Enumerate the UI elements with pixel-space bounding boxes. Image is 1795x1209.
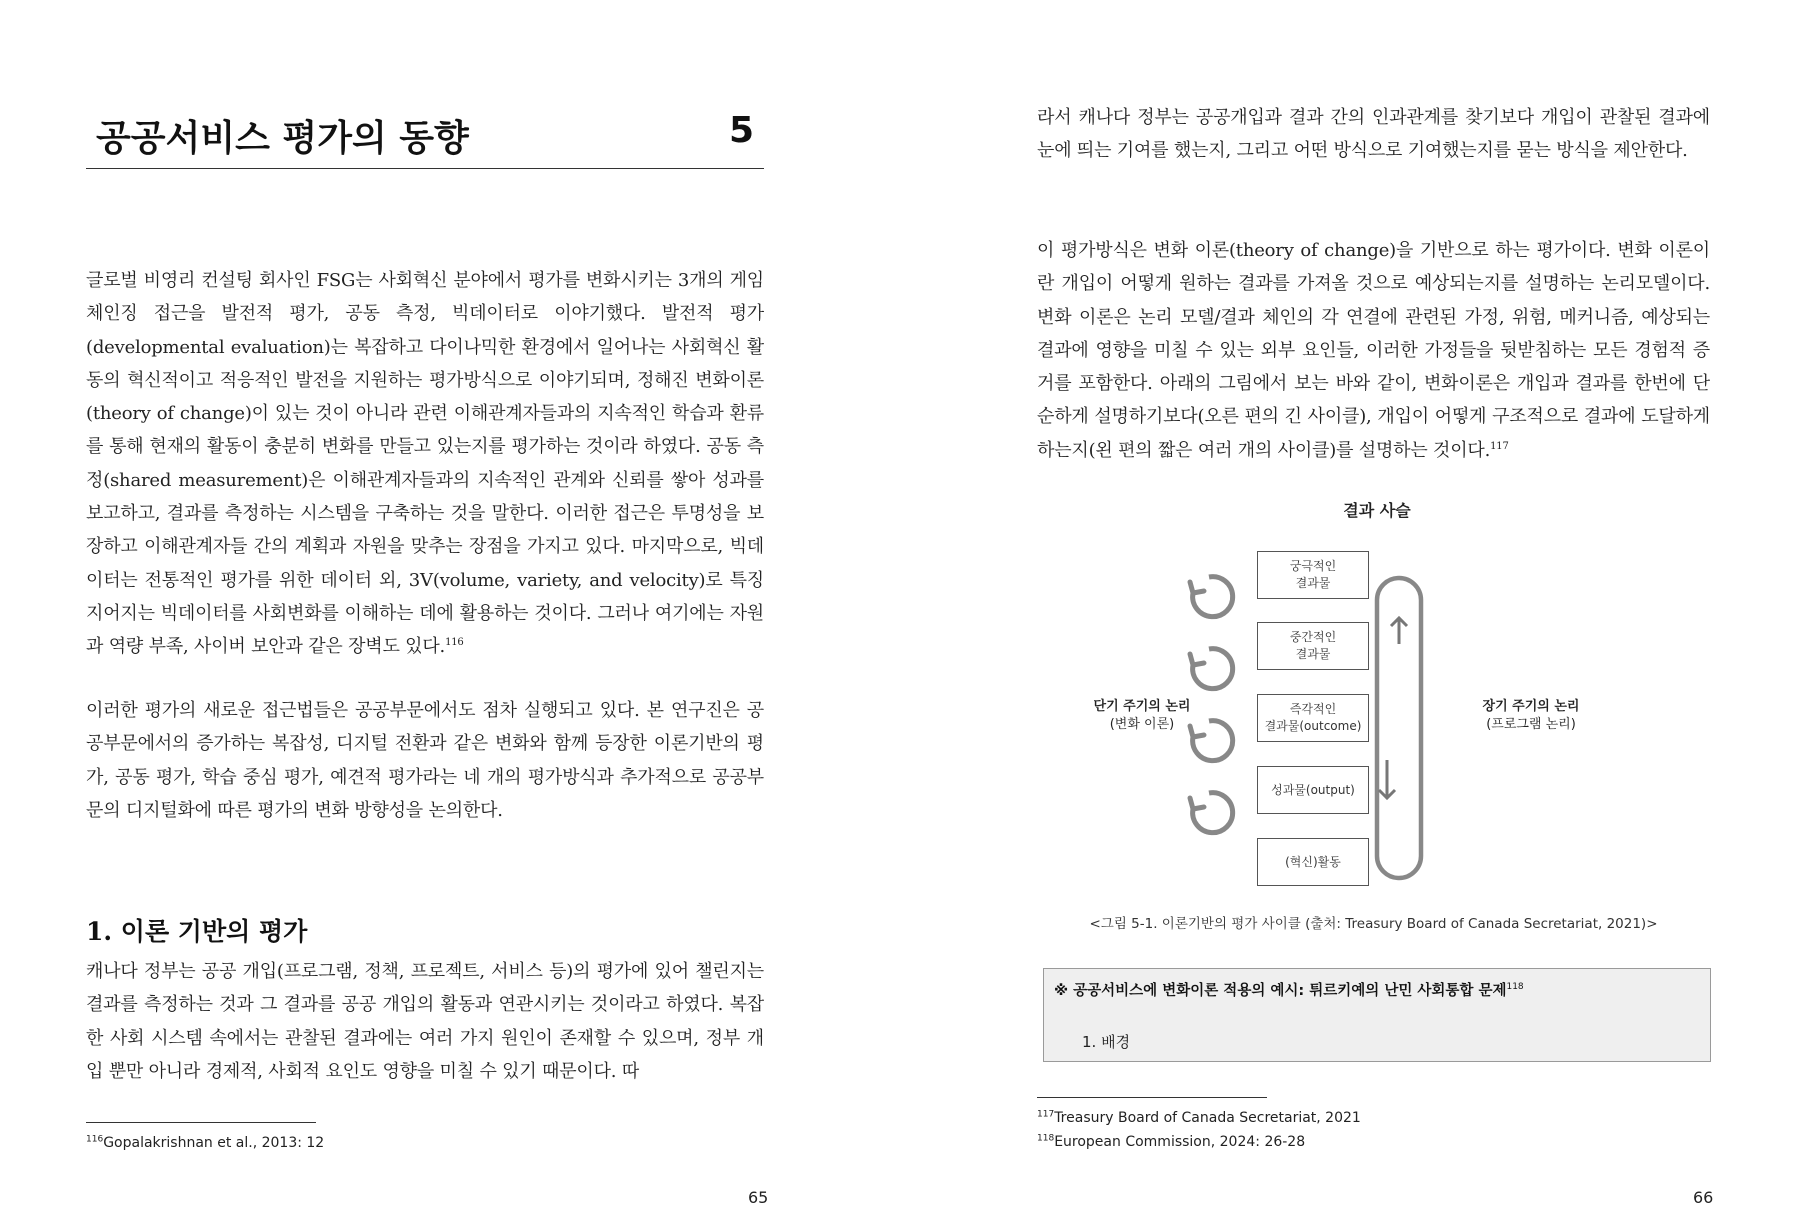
left-paragraph-1-text: 글로벌 비영리 컨설팅 회사인 FSG는 사회혁신 분야에서 평가를 변화시키는 3개의 게임 체인징 접근을 발전적 평가, 공동 측정, 빅데이터로 이야기했다. 발전적 평가(developmental evaluation)는 복잡하고 다이나믹한 환경에서 일어나는 사회혁신 활동의 혁신적이고 적응적인 발전을 지원하는 평가방식으로 이야기되며, 정해진 변화이론(theory of change)이 있는 것이 아니라 관련 이해관계자들과의 지속적인 학습과 환류를 통해 현재의 활동이 충분히 변화를 만들고 있는지를 평가하는 것이라 하였다. 공동 측정(shared measurement)은 이해관계자들과의 지속적인 관계와 신뢰를 쌓아 성과를 보고하고, 결과를 측정하는 시스템을 구축하는 것을 말한다. 이러한 접근은 투명성을 보장하고 이해관계자들 간의 계획과 자원을 맞추는 장점을 가지고 있다. 마지막으로, 빅데이터는 전통적인 평가를 위한 데이터 외, 3V(volume, variety, and velocity)로 특징지어지는 빅데이터를 사회변화를 이해하는 데에 활용하는 것이다. 그러나 여기에는 자원과 역량 부족, 사이버 보안과 같은 장벽도 있다. bbox=[86, 270, 764, 658]
example-box-title: ※ 공공서비스에 변화이론 적용의 예시: 튀르키예의 난민 사회통합 문제$^{118}$ bbox=[1054, 982, 1524, 999]
footnote-ref-117[interactable]: 117 bbox=[1490, 440, 1509, 452]
footnote-118: $^{118}$European Commission, 2024: 26-28 bbox=[1037, 1133, 1306, 1150]
example-box bbox=[1043, 968, 1711, 1062]
box-intermediate-outcome: 중간적인 결과물 bbox=[1257, 622, 1369, 670]
footnote-117: $^{117}$Treasury Board of Canada Secretariat, 2021 bbox=[1037, 1109, 1361, 1126]
diagram-title: 결과 사슬 bbox=[1343, 501, 1411, 520]
left-page bbox=[0, 0, 897, 1209]
box-ultimate-outcome: 궁극적인 결과물 bbox=[1257, 551, 1369, 599]
footnote-divider bbox=[86, 1122, 316, 1123]
right-paragraph-1: 라서 캐나다 정부는 공공개입과 결과 간의 인과관계를 찾기보다 개입이 관찰된 결과에 눈에 띄는 기여를 했는지, 그리고 어떤 방식으로 기여했는지를 묻는 방식을 제안한다. bbox=[1037, 107, 1710, 162]
left-paragraph-1 bbox=[86, 264, 764, 664]
result-chain-diagram bbox=[1093, 498, 1637, 898]
short-cycle-label: 단기 주기의 논리 (변화 이론) bbox=[1093, 699, 1191, 732]
down-arrow-icon bbox=[1379, 760, 1395, 798]
footnote-divider bbox=[1037, 1097, 1267, 1098]
chapter-title: 공공서비스 평가의 동향 bbox=[96, 118, 469, 159]
example-box-item: 1. 배경 bbox=[1082, 1033, 1131, 1051]
right-paragraph-2 bbox=[1037, 234, 1710, 467]
left-paragraph-2: 이러한 평가의 새로운 접근법들은 공공부문에서도 점차 실행되고 있다. 본 연구진은 공공부문에서의 증가하는 복잡성, 디지털 전환과 같은 변화와 함께 등장한 이론기반의 평가, 공동 평가, 학습 중심 평가, 예견적 평가라는 네 개의 평가방식과 추가적으로 공공부문의 디지털화에 따른 평가의 변화 방향성을 논의한다. bbox=[86, 700, 764, 821]
box-output: 성과물(output) bbox=[1257, 766, 1369, 814]
chapter-number: 5 bbox=[728, 110, 754, 151]
right-paragraph-2-text: 이 평가방식은 변화 이론(theory of change)을 기반으로 하는 평가이다. 변화 이론이란 개입이 어떻게 원하는 결과를 가져올 것으로 예상되는지를 설명하는 논리모델이다. 변화 이론은 논리 모델/결과 체인의 각 연결에 관련된 가정, 위험, 메커니즘, 예상되는 결과에 영향을 미칠 수 있는 외부 요인들, 이러한 가정들을 뒷받침하는 모든 경험적 증거를 포함한다. 아래의 그림에서 보는 바와 같이, 변화이론은 개입과 결과를 한번에 단순하게 설명하기보다(오른 편의 긴 사이클), 개입이 어떻게 구조적으로 결과에 도달하게 하는지(왼 편의 짧은 여러 개의 사이클)를 설명하는 것이다. bbox=[1037, 240, 1710, 461]
page-number-right: 66 bbox=[1693, 1188, 1714, 1207]
up-arrow-icon bbox=[1391, 618, 1407, 644]
short-cycle-icon bbox=[1190, 793, 1233, 833]
short-cycle-icon bbox=[1190, 649, 1233, 689]
figure-caption: <그림 5-1. 이론기반의 평가 사이클 (출처: Treasury Board of Canada Secretariat, 2021)> bbox=[1089, 916, 1658, 932]
left-paragraph-3: 캐나다 정부는 공공 개입(프로그램, 정책, 프로젝트, 서비스 등)의 평가에 있어 챌린지는 결과를 측정하는 것과 그 결과를 공공 개입의 활동과 연관시키는 것이라고 하였다. 복잡한 사회 시스템 속에서는 관찰된 결과에는 여러 가지 원인이 존재할 수 있으며, 정부 개입 뿐만 아니라 경제적, 사회적 요인도 영향을 미칠 수 있기 때문이다. 따 bbox=[86, 961, 764, 1082]
long-cycle-icon bbox=[1377, 578, 1421, 878]
section-title: 1. 이론 기반의 평가 bbox=[86, 917, 308, 946]
box-immediate-outcome: 즉각적인 결과물(outcome) bbox=[1257, 694, 1369, 742]
footnote-ref-118[interactable]: 118 bbox=[1506, 982, 1524, 993]
page-number-left: 65 bbox=[748, 1188, 769, 1207]
short-cycle-icon bbox=[1190, 577, 1233, 617]
long-cycle-label: 장기 주기의 논리 (프로그램 논리) bbox=[1482, 699, 1580, 732]
box-activity: (혁신)활동 bbox=[1257, 838, 1369, 886]
footnote-ref-116[interactable]: 116 bbox=[445, 637, 464, 649]
footnote-116: $^{116}$Gopalakrishnan et al., 2013: 12 bbox=[86, 1134, 325, 1151]
right-page bbox=[897, 0, 1794, 1209]
chapter-header bbox=[86, 106, 764, 169]
